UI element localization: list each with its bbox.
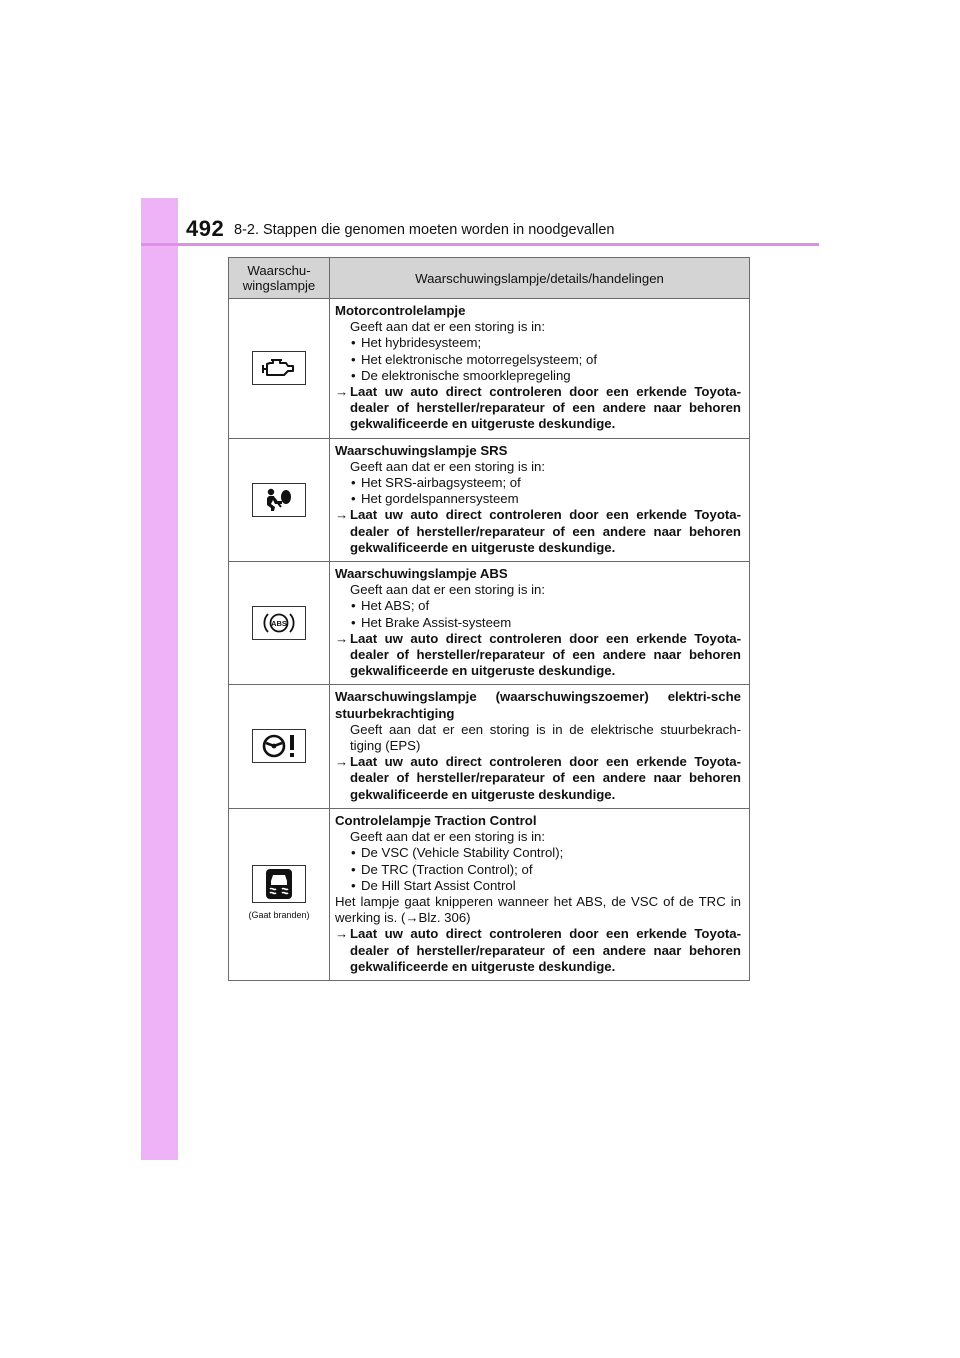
abs-icon (252, 606, 306, 640)
icon-cell (229, 299, 330, 439)
list-item: • Het hybridesysteem; (335, 335, 741, 351)
action-instruction (335, 926, 741, 975)
airbag-icon (252, 483, 306, 517)
icon-cell (229, 685, 330, 808)
arrow-right-icon: → (335, 630, 349, 646)
details-cell (330, 562, 750, 685)
list-item: • De Hill Start Assist Control (335, 878, 741, 894)
action-text: Laat uw auto direct controleren door een erkende Toyota-dealer of hersteller/reparateur of een andere naar behoren gekwalificeerde en uitgeruste deskundige. (350, 754, 741, 802)
action-text: Laat uw auto direct controleren door een erkende Toyota-dealer of hersteller/reparateur of een andere naar behoren gekwalificeerde en uitgeruste deskundige. (350, 630, 741, 679)
list-item: • Het elektronische motorregelsysteem; of (335, 352, 741, 368)
lamp-title: Waarschuwingslampje (waarschuwingszoemer) elektri-sche stuurbekrachtiging (335, 689, 741, 721)
action-text: Laat uw auto direct controleren door een erkende Toyota-dealer of hersteller/reparateur of een andere naar behoren gekwalificeerde en uitgeruste deskundige. (350, 926, 741, 974)
table-row (229, 685, 750, 808)
details-cell (330, 808, 750, 980)
icon-cell (229, 808, 330, 980)
table-row (229, 438, 750, 561)
details-cell (330, 685, 750, 808)
table-header-row (229, 258, 750, 299)
icon-cell (229, 562, 330, 685)
action-instruction (335, 384, 741, 433)
lamp-title: Waarschuwingslampje ABS (335, 566, 508, 582)
action-instruction (335, 507, 741, 556)
column-header-lamp: Waarschu- wingslampje (229, 258, 330, 299)
action-text: Laat uw auto direct controleren door een erkende Toyota-dealer of hersteller/reparateur of een andere naar behoren gekwalificeerde en uitgeruste deskundige. (350, 507, 741, 555)
list-item: • De elektronische smoorklepregeling (335, 368, 741, 384)
arrow-right-icon: → (335, 384, 349, 400)
list-item: • Het SRS-airbagsysteem; of (335, 475, 741, 491)
arrow-right-icon: → (335, 507, 349, 523)
lamp-note: Het lampje gaat knipperen wanneer het ABS, de VSC of de TRC in werking is. (→Blz. 306) (335, 893, 741, 926)
side-band (141, 198, 178, 1160)
table-row (229, 299, 750, 439)
details-cell (330, 438, 750, 561)
lamp-title: Waarschuwingslampje SRS (335, 442, 508, 458)
section-title: 8-2. Stappen die genomen moeten worden in noodgevallen (234, 222, 615, 238)
list-item: • Het gordelspannersysteem (335, 491, 741, 507)
action-text: Laat uw auto direct controleren door een erkende Toyota-dealer of hersteller/reparateur of een andere naar behoren gekwalificeerde en uitgeruste deskundige. (350, 384, 741, 432)
action-instruction (335, 754, 741, 803)
icon-cell (229, 438, 330, 561)
lamp-title: Controlelampje Traction Control (335, 812, 537, 828)
lamp-title: Motorcontrolelampje (335, 303, 466, 318)
lamp-intro: Geeft aan dat er een storing is in: (350, 829, 545, 845)
list-item: • Het ABS; of (335, 598, 741, 614)
engine-icon (252, 351, 306, 385)
list-item: • De VSC (Vehicle Stability Control); (335, 845, 741, 861)
list-item: • Het Brake Assist-systeem (335, 615, 741, 631)
arrow-right-icon: → (335, 926, 349, 942)
table-row (229, 562, 750, 685)
arrow-right-icon: → (335, 754, 349, 770)
action-instruction (335, 631, 741, 680)
lamp-intro: Geeft aan dat er een storing is in: (350, 319, 545, 335)
abs-icon-label: ABS (271, 618, 287, 628)
table-row (229, 808, 750, 980)
lamp-intro: Geeft aan dat er een storing is in de elektrische stuurbekrach-tiging (EPS) (350, 721, 741, 754)
column-header-details: Waarschuwingslampje/details/handelingen (330, 258, 750, 299)
page-number: 492 (186, 216, 225, 241)
list-item: • De TRC (Traction Control); of (335, 862, 741, 878)
icon-caption: (Gaat branden) (248, 910, 310, 921)
steering-warning-icon (252, 729, 306, 763)
traction-control-icon (252, 865, 306, 903)
lamp-intro: Geeft aan dat er een storing is in: (350, 458, 545, 474)
warning-lights-table (228, 257, 750, 981)
header-rule (141, 243, 819, 246)
lamp-intro: Geeft aan dat er een storing is in: (350, 582, 545, 598)
details-cell (330, 299, 750, 439)
